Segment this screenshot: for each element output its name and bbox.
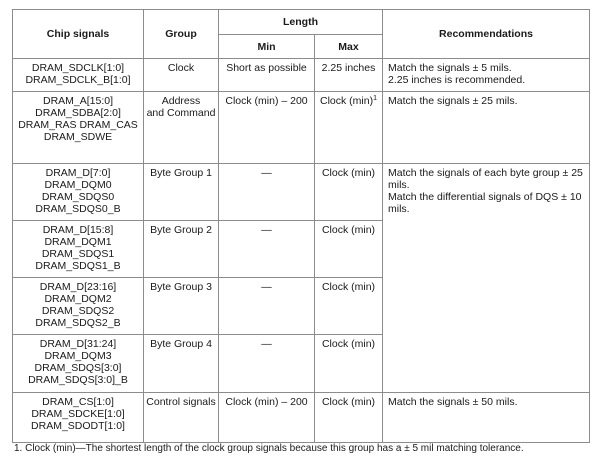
signal-name: DRAM_D[7:0] xyxy=(45,167,111,179)
recommendation-text: Match the signals of each byte group ± 25 mils. xyxy=(388,167,583,191)
recommendation-text: Match the differential signals of DQS ± 10 mils. xyxy=(388,191,582,215)
header-length: Length xyxy=(219,10,383,35)
group-cell xyxy=(144,92,219,164)
signal-name: DRAM_D[31:24] xyxy=(39,338,117,350)
recommendation-text: 2.25 inches is recommended. xyxy=(388,74,526,86)
header-min: Min xyxy=(219,35,315,59)
min-length-cell: — xyxy=(219,221,315,278)
max-length-cell: Clock (min) xyxy=(315,164,383,221)
signal-name: DRAM_SDQS[3:0]_B xyxy=(28,374,128,386)
signal-name: DRAM_D[15:8] xyxy=(42,224,114,236)
group-cell: Byte Group 4 xyxy=(144,335,219,393)
chip-signals-cell xyxy=(13,59,144,92)
signal-name: DRAM_SDQS1_B xyxy=(35,260,121,272)
signal-name: DRAM_SDWE xyxy=(43,131,113,143)
table-row xyxy=(13,59,590,92)
table-row xyxy=(13,164,590,221)
min-length-cell: — xyxy=(219,278,315,335)
max-length-cell: Clock (min) xyxy=(315,221,383,278)
header-group: Group xyxy=(144,10,219,59)
table-row xyxy=(13,393,590,443)
signal-name: DRAM_RAS DRAM_CAS xyxy=(18,119,138,131)
signal-name: DRAM_SDCLK[1:0] xyxy=(31,62,125,74)
min-length-cell: Short as possible xyxy=(219,59,315,92)
recommendation-text: Match the signals ± 5 mils. xyxy=(388,62,512,74)
footnote-marker: 1 xyxy=(373,95,377,102)
header-recommendations: Recommendations xyxy=(383,10,590,59)
signal-name: DRAM_CS[1:0] xyxy=(42,396,114,408)
max-length-cell: Clock (min) xyxy=(315,278,383,335)
chip-signals-cell xyxy=(13,92,144,164)
group-label: and Command xyxy=(146,107,216,119)
signal-name: DRAM_SDQS[3:0] xyxy=(34,362,122,374)
signal-name: DRAM_DQM2 xyxy=(44,293,112,305)
header-max: Max xyxy=(315,35,383,59)
signal-routing-table xyxy=(12,9,590,443)
signal-name: DRAM_SDBA[2:0] xyxy=(35,107,121,119)
max-length-cell: Clock (min) xyxy=(315,335,383,393)
signal-name: DRAM_SDCKE[1:0] xyxy=(31,408,125,420)
group-cell: Clock xyxy=(144,59,219,92)
chip-signals-cell xyxy=(13,393,144,443)
chip-signals-cell xyxy=(13,278,144,335)
min-length-cell: — xyxy=(219,164,315,221)
signal-name: DRAM_SDODT[1:0] xyxy=(31,420,125,432)
recommendations-cell xyxy=(383,393,590,443)
signal-name: DRAM_SDQS1 xyxy=(41,248,115,260)
recommendations-cell xyxy=(383,92,590,164)
signal-name: DRAM_DQM3 xyxy=(44,350,112,362)
table-footnote: 1. Clock (min)—The shortest length of the clock group signals because this group has a ± 5 mil matching tolerance. xyxy=(14,443,524,454)
min-length-cell: Clock (min) – 200 xyxy=(219,393,315,443)
max-length-value: Clock (min) xyxy=(320,95,374,107)
min-length-cell: Clock (min) – 200 xyxy=(219,92,315,164)
signal-name: DRAM_D[23:16] xyxy=(39,281,117,293)
signal-name: DRAM_DQM0 xyxy=(44,179,112,191)
signal-name: DRAM_SDCLK_B[1:0] xyxy=(25,74,131,86)
group-cell: Control signals xyxy=(144,393,219,443)
group-cell: Byte Group 1 xyxy=(144,164,219,221)
recommendations-cell xyxy=(383,164,590,393)
recommendation-text: Match the signals ± 25 mils. xyxy=(388,95,518,107)
signal-name: DRAM_SDQS0_B xyxy=(35,203,121,215)
group-cell: Byte Group 3 xyxy=(144,278,219,335)
group-cell: Byte Group 2 xyxy=(144,221,219,278)
header-chip-signals: Chip signals xyxy=(13,10,144,59)
chip-signals-cell xyxy=(13,164,144,221)
max-length-cell: 2.25 inches xyxy=(315,59,383,92)
table-row xyxy=(13,92,590,164)
signal-name: DRAM_DQM1 xyxy=(44,236,112,248)
chip-signals-cell xyxy=(13,221,144,278)
recommendation-text: Match the signals ± 50 mils. xyxy=(388,396,518,408)
signal-name: DRAM_SDQS0 xyxy=(41,191,115,203)
min-length-cell: — xyxy=(219,335,315,393)
recommendations-cell xyxy=(383,59,590,92)
signal-name: DRAM_SDQS2_B xyxy=(35,317,121,329)
chip-signals-cell xyxy=(13,335,144,393)
signal-name: DRAM_SDQS2 xyxy=(41,305,115,317)
group-label: Address xyxy=(161,95,201,107)
max-length-cell: Clock (min) xyxy=(315,393,383,443)
signal-name: DRAM_A[15:0] xyxy=(42,95,114,107)
max-length-cell xyxy=(315,92,383,164)
